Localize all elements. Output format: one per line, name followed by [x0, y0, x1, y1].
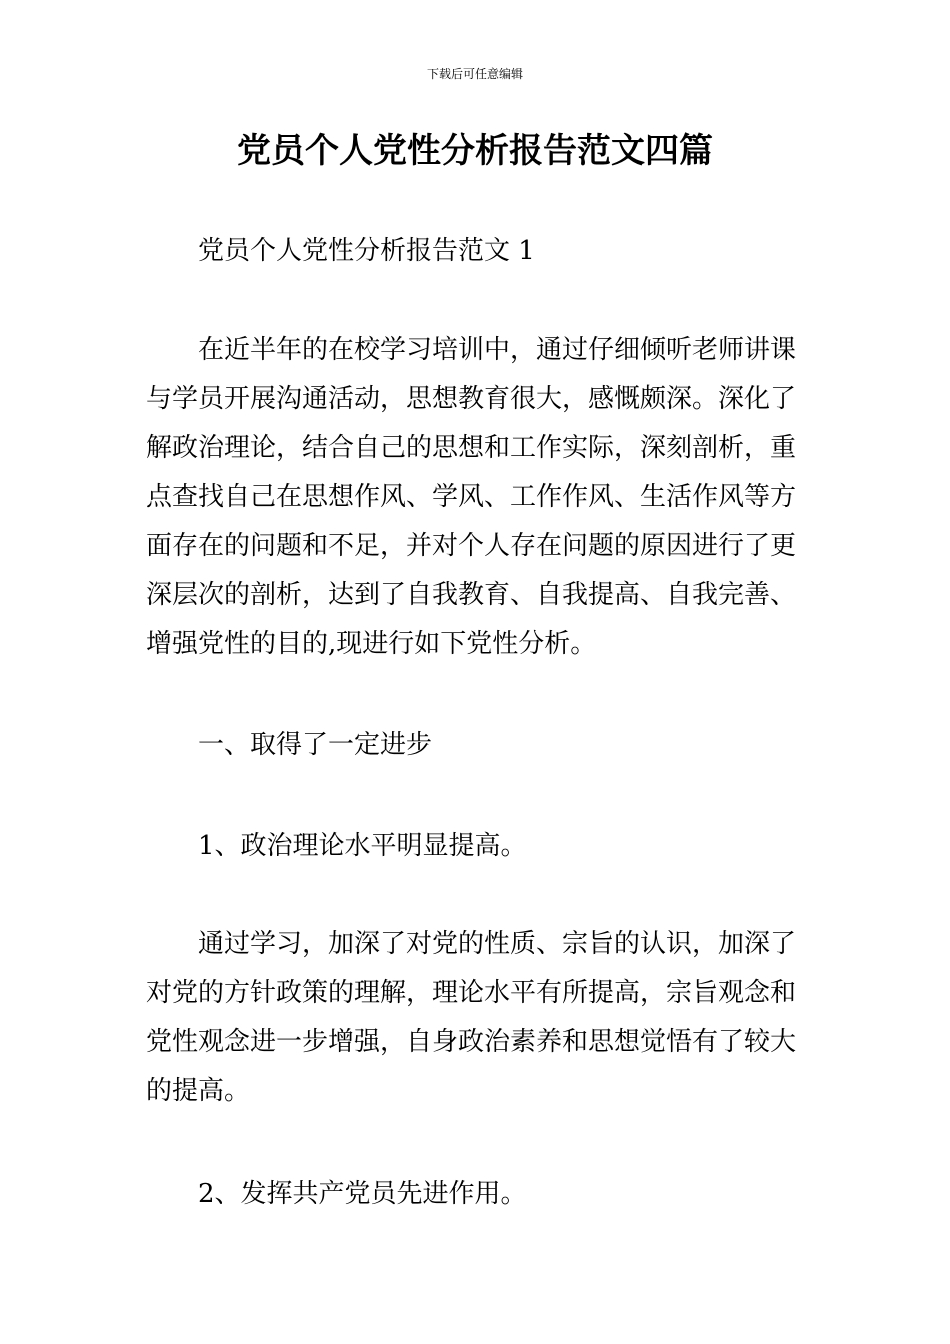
paragraph-line: 对党的方针政策的理解，理论水平有所提高，宗旨观念和	[146, 978, 797, 1008]
paragraph-line: 解政治理论，结合自己的思想和工作实际，深刻剖析，重	[146, 433, 797, 463]
paragraph-line: 增强党性的目的,现进行如下党性分析。	[146, 629, 597, 659]
paragraph-line: 与学员开展沟通活动，思想教育很大，感慨颇深。深化了	[146, 384, 797, 414]
intro-paragraph	[146, 326, 810, 669]
section-heading: 一、取得了一定进步	[198, 730, 433, 760]
paragraph-line: 深层次的剖析，达到了自我教育、自我提高、自我完善、	[146, 580, 797, 610]
item-1-paragraph	[146, 920, 810, 1116]
page-header-note: 下载后可任意编辑	[426, 67, 523, 81]
item-heading-1: 1、政治理论水平明显提高。	[198, 831, 527, 861]
paragraph-line: 点查找自己在思想作风、学风、工作作风、生活作风等方	[146, 482, 797, 512]
paragraph-line: 的提高。	[146, 1076, 251, 1106]
item-heading-2: 2、发挥共产党员先进作用。	[198, 1179, 527, 1209]
paragraph-line: 在近半年的在校学习培训中，通过仔细倾听老师讲课	[198, 335, 797, 365]
document-title: 党员个人党性分析报告范文四篇	[237, 131, 713, 171]
paragraph-line: 面存在的问题和不足，并对个人存在问题的原因进行了更	[146, 531, 797, 561]
paragraph-line: 党性观念进一步增强，自身政治素养和思想觉悟有了较大	[146, 1027, 797, 1057]
section-subtitle: 党员个人党性分析报告范文 1	[198, 236, 535, 266]
paragraph-line: 通过学习，加深了对党的性质、宗旨的认识，加深了	[198, 929, 797, 959]
